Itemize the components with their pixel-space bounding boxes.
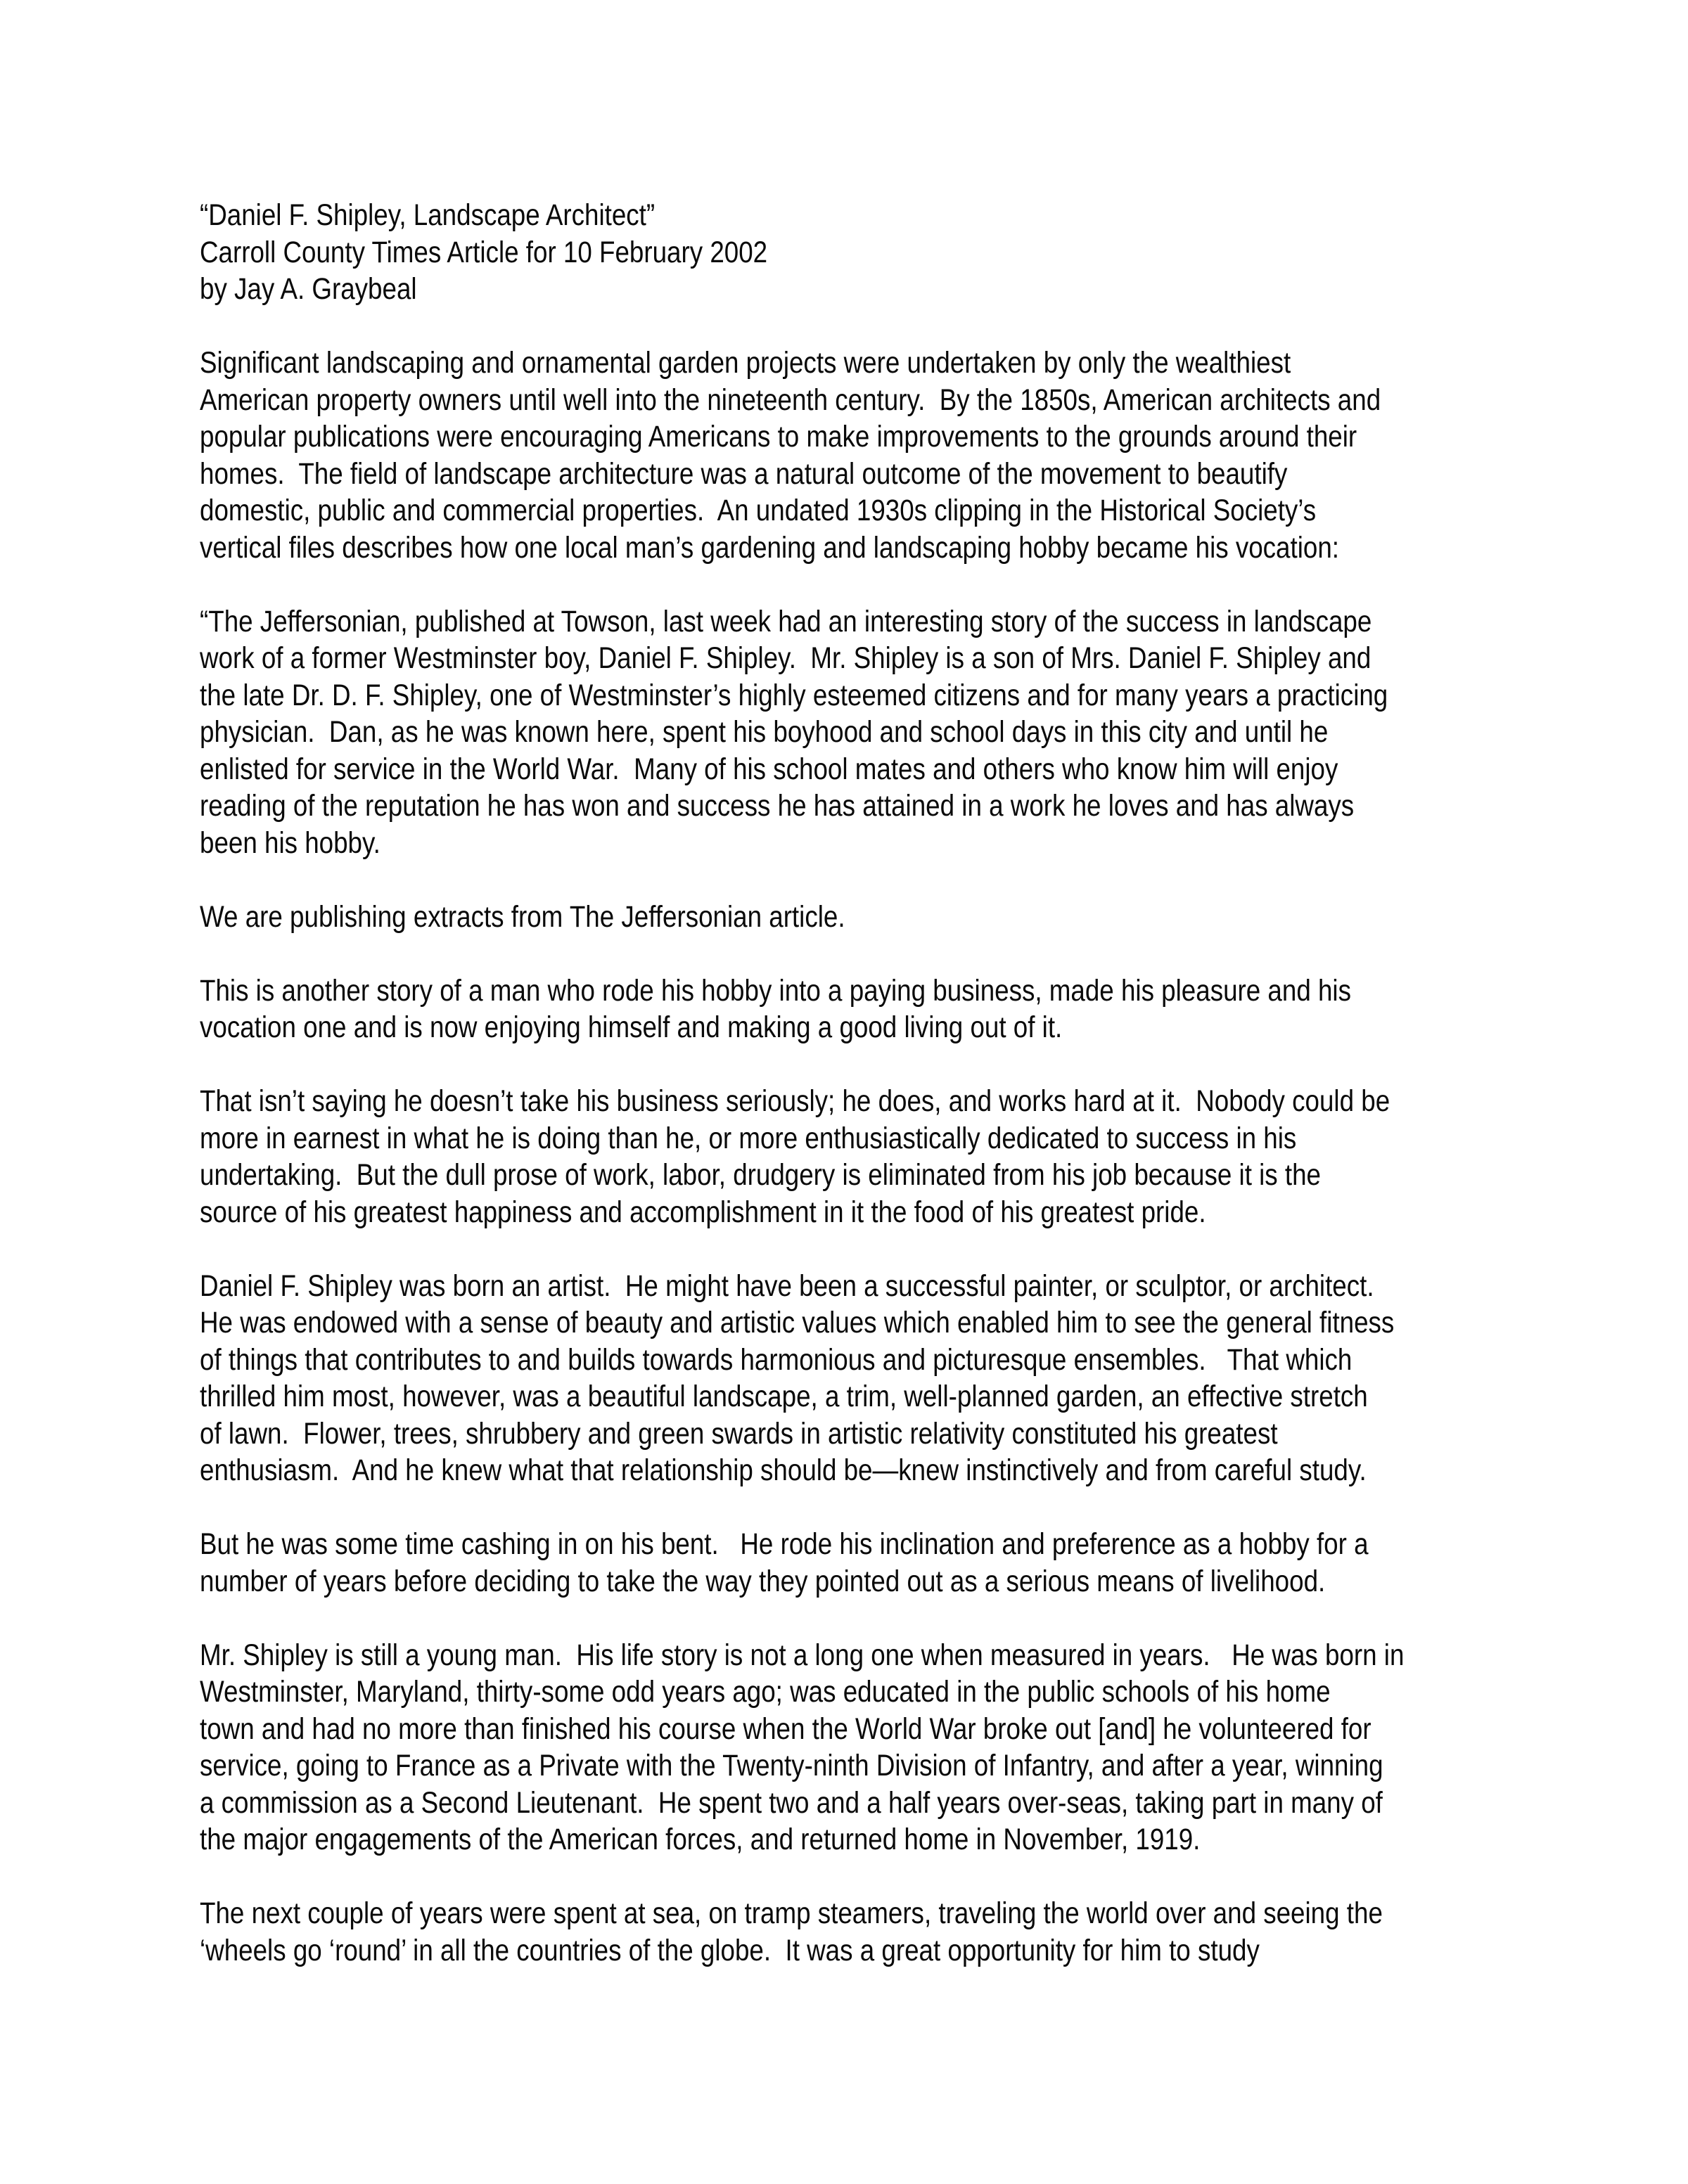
text-line: of things that contributes to and builds towards harmonious and picturesque ensembles. That which — [200, 1342, 1353, 1377]
text-line: ‘wheels go ‘round’ in all the countries of the globe. It was a great opportunity for him to study — [200, 1933, 1260, 1967]
text-line: domestic, public and commercial properties. An undated 1930s clipping in the Historical Society’s — [200, 494, 1317, 527]
text-line: been his hobby. — [200, 826, 381, 860]
byline: by Jay A. Graybeal — [200, 272, 417, 306]
publication-line: Carroll County Times Article for 10 February 2002 — [200, 235, 768, 269]
text-line: the late Dr. D. F. Shipley, one of Westminster’s highly esteemed citizens and for many years a practicing — [200, 678, 1388, 712]
text-line: That isn’t saying he doesn’t take his business seriously; he does, and works hard at it. Nobody could be — [200, 1084, 1390, 1118]
text-line: reading of the reputation he has won and success he has attained in a work he loves and has always — [200, 789, 1355, 823]
text-line: a commission as a Second Lieutenant. He spent two and a half years over-seas, taking part in many of — [200, 1785, 1383, 1820]
text-line: more in earnest in what he is doing than he, or more enthusiastically dedicated to success in his — [200, 1121, 1297, 1155]
paragraph-extracts-note — [200, 899, 1536, 936]
paragraph-serious-work — [200, 1083, 1536, 1231]
text-line: vertical files describes how one local man’s gardening and landscaping hobby became his vocation: — [200, 530, 1339, 565]
text-line: homes. The field of landscape architecture was a natural outcome of the movement to beautify — [200, 456, 1288, 491]
text-line: Westminster, Maryland, thirty-some odd years ago; was educated in the public schools of his home — [200, 1675, 1331, 1709]
text-line: American property owners until well into the nineteenth century. By the 1850s, American architects and — [200, 383, 1381, 417]
text-line: We are publishing extracts from The Jeffersonian article. — [200, 899, 845, 934]
text-line: vocation one and is now enjoying himself and making a good living out of it. — [200, 1010, 1063, 1044]
text-line: number of years before deciding to take the way they pointed out as a serious means of livelihood. — [200, 1564, 1326, 1598]
paragraph-jeffersonian-quote — [200, 603, 1536, 862]
paragraph-born-artist — [200, 1268, 1536, 1489]
text-line: service, going to France as a Private with the Twenty-ninth Division of Infantry, and after a year, winning — [200, 1749, 1383, 1782]
text-line: of lawn. Flower, trees, shrubbery and green swards in artistic relativity constituted his greatest — [200, 1416, 1278, 1451]
paragraph-intro — [200, 345, 1536, 566]
article — [200, 197, 1536, 2006]
text-line: thrilled him most, however, was a beautiful landscape, a trim, well-planned garden, an effective stretch — [200, 1380, 1368, 1413]
article-header — [200, 197, 1536, 308]
paragraph-hobby-business — [200, 972, 1536, 1046]
text-line: enthusiasm. And he knew what that relationship should be—knew instinctively and from careful study. — [200, 1453, 1367, 1487]
text-line: enlisted for service in the World War. Many of his school mates and others who know him will enjoy — [200, 752, 1338, 786]
text-line: He was endowed with a sense of beauty and artistic values which enabled him to see the general fitness — [200, 1306, 1395, 1340]
text-line: “The Jeffersonian, published at Towson, last week had an interesting story of the success in landscape — [200, 604, 1372, 638]
text-line: undertaking. But the dull prose of work, labor, drudgery is eliminated from his job because it is the — [200, 1158, 1322, 1192]
text-line: popular publications were encouraging Americans to make improvements to the grounds around their — [200, 420, 1357, 454]
article-title: “Daniel F. Shipley, Landscape Architect” — [200, 198, 656, 232]
text-line: physician. Dan, as he was known here, spent his boyhood and school days in this city and until he — [200, 715, 1329, 749]
paragraph-life-story — [200, 1637, 1536, 1858]
text-line: Daniel F. Shipley was born an artist. He might have been a successful painter, or sculptor, or architect. — [200, 1268, 1374, 1303]
text-line: Mr. Shipley is still a young man. His life story is not a long one when measured in years. He was born in — [200, 1638, 1405, 1672]
text-line: But he was some time cashing in on his bent. He rode his inclination and preference as a hobby for a — [200, 1527, 1369, 1561]
text-line: source of his greatest happiness and accomplishment in it the food of his greatest pride. — [200, 1195, 1206, 1229]
paragraph-at-sea — [200, 1895, 1536, 1969]
text-line: This is another story of a man who rode his hobby into a paying business, made his pleasure and his — [200, 973, 1351, 1008]
paragraph-cashing-in — [200, 1526, 1536, 1600]
text-line: town and had no more than finished his course when the World War broke out [and] he volunteered for — [200, 1711, 1372, 1746]
text-line: The next couple of years were spent at sea, on tramp steamers, traveling the world over and seeing the — [200, 1896, 1383, 1930]
text-line: work of a former Westminster boy, Daniel F. Shipley. Mr. Shipley is a son of Mrs. Daniel F. Shipley and — [200, 641, 1372, 675]
text-line: Significant landscaping and ornamental garden projects were undertaken by only the wealthiest — [200, 346, 1291, 380]
text-line: the major engagements of the American forces, and returned home in November, 1919. — [200, 1823, 1201, 1856]
